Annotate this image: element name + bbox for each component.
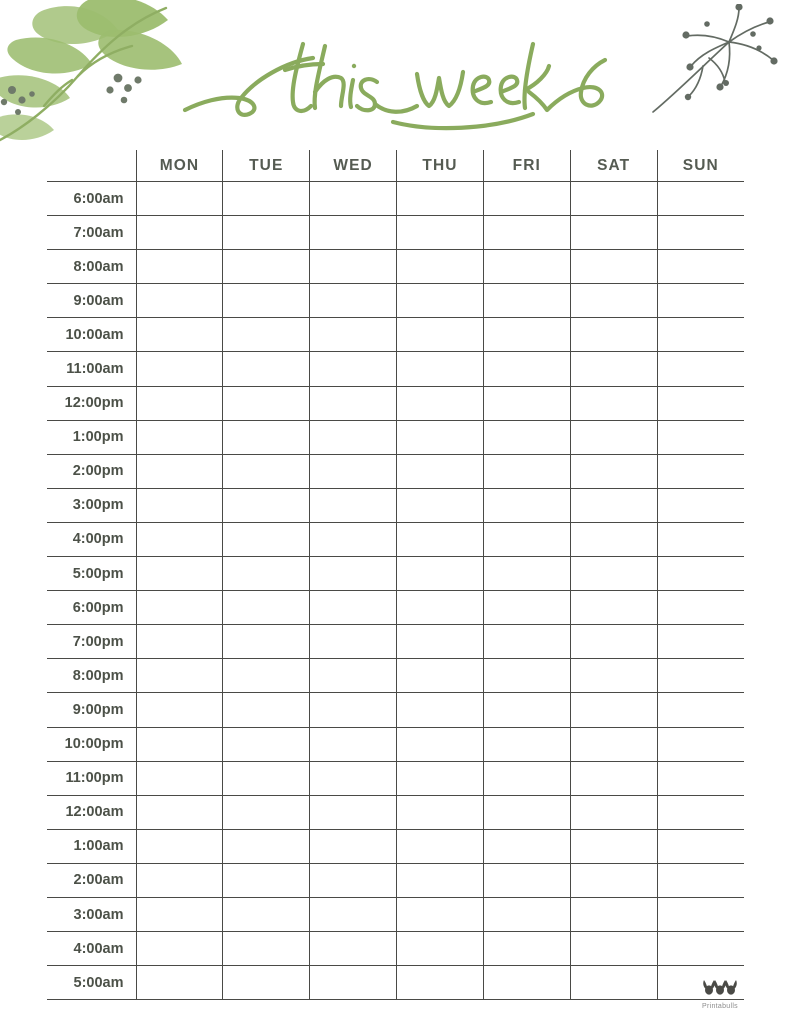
schedule-slot[interactable] — [136, 795, 223, 829]
schedule-slot[interactable] — [136, 761, 223, 795]
time-label: 8:00pm — [47, 659, 136, 693]
schedule-slot[interactable] — [310, 591, 397, 625]
schedule-slot[interactable] — [483, 897, 570, 931]
time-label: 11:00am — [47, 352, 136, 386]
schedule-slot[interactable] — [657, 795, 744, 829]
schedule-slot[interactable] — [223, 522, 310, 556]
time-label: 1:00pm — [47, 420, 136, 454]
time-label: 9:00am — [47, 284, 136, 318]
schedule-slot[interactable] — [657, 182, 744, 216]
schedule-slot[interactable] — [223, 216, 310, 250]
schedule-slot[interactable] — [483, 522, 570, 556]
schedule-slot[interactable] — [136, 182, 223, 216]
schedule-slot[interactable] — [136, 897, 223, 931]
schedule-slot[interactable] — [570, 625, 657, 659]
schedule-slot[interactable] — [570, 318, 657, 352]
schedule-slot[interactable] — [397, 318, 484, 352]
schedule-slot[interactable] — [397, 625, 484, 659]
schedule-slot[interactable] — [310, 795, 397, 829]
schedule-slot[interactable] — [570, 863, 657, 897]
schedule-slot[interactable] — [657, 625, 744, 659]
schedule-slot[interactable] — [223, 386, 310, 420]
schedule-slot[interactable] — [570, 761, 657, 795]
table-row — [47, 932, 744, 966]
schedule-slot[interactable] — [483, 284, 570, 318]
time-label: 6:00pm — [47, 591, 136, 625]
schedule-slot[interactable] — [136, 625, 223, 659]
time-label: 10:00am — [47, 318, 136, 352]
schedule-slot[interactable] — [223, 693, 310, 727]
schedule-slot[interactable] — [136, 318, 223, 352]
schedule-slot[interactable] — [136, 522, 223, 556]
schedule-slot[interactable] — [657, 591, 744, 625]
schedule-slot[interactable] — [657, 250, 744, 284]
time-label: 4:00am — [47, 932, 136, 966]
schedule-slot[interactable] — [223, 454, 310, 488]
schedule-slot[interactable] — [483, 761, 570, 795]
schedule-slot[interactable] — [136, 932, 223, 966]
schedule-slot[interactable] — [136, 557, 223, 591]
day-header-wed: WED — [310, 150, 397, 182]
schedule-slot[interactable] — [223, 557, 310, 591]
table-header-row — [47, 150, 744, 182]
schedule-slot[interactable] — [310, 863, 397, 897]
schedule-slot[interactable] — [310, 761, 397, 795]
schedule-slot[interactable] — [223, 932, 310, 966]
time-label: 6:00am — [47, 182, 136, 216]
schedule-slot[interactable] — [483, 557, 570, 591]
schedule-slot[interactable] — [570, 795, 657, 829]
time-label: 3:00am — [47, 897, 136, 931]
schedule-slot[interactable] — [397, 829, 484, 863]
schedule-slot[interactable] — [397, 897, 484, 931]
schedule-slot[interactable] — [223, 897, 310, 931]
schedule-slot[interactable] — [397, 216, 484, 250]
schedule-slot[interactable] — [310, 386, 397, 420]
leaf-branch-icon — [0, 0, 207, 154]
schedule-slot[interactable] — [223, 625, 310, 659]
schedule-slot[interactable] — [136, 352, 223, 386]
schedule-slot[interactable] — [136, 659, 223, 693]
schedule-slot[interactable] — [657, 352, 744, 386]
schedule-slot[interactable] — [310, 522, 397, 556]
schedule-slot[interactable] — [657, 216, 744, 250]
schedule-slot[interactable] — [657, 932, 744, 966]
day-header-sat: SAT — [570, 150, 657, 182]
schedule-slot[interactable] — [310, 932, 397, 966]
schedule-slot[interactable] — [136, 386, 223, 420]
table-row — [47, 318, 744, 352]
time-label: 2:00am — [47, 863, 136, 897]
schedule-slot[interactable] — [570, 829, 657, 863]
schedule-slot[interactable] — [397, 795, 484, 829]
schedule-slot[interactable] — [310, 727, 397, 761]
schedule-slot[interactable] — [136, 488, 223, 522]
schedule-slot[interactable] — [136, 454, 223, 488]
time-label: 3:00pm — [47, 488, 136, 522]
schedule-slot[interactable] — [136, 250, 223, 284]
schedule-slot[interactable] — [310, 897, 397, 931]
time-label: 9:00pm — [47, 693, 136, 727]
schedule-slot[interactable] — [310, 250, 397, 284]
schedule-slot[interactable] — [657, 386, 744, 420]
schedule-slot[interactable] — [223, 488, 310, 522]
schedule-slot[interactable] — [483, 420, 570, 454]
schedule-slot[interactable] — [310, 318, 397, 352]
schedule-slot[interactable] — [657, 557, 744, 591]
day-header-sun: SUN — [657, 150, 744, 182]
time-label: 7:00pm — [47, 625, 136, 659]
schedule-slot[interactable] — [570, 693, 657, 727]
schedule-slot[interactable] — [310, 829, 397, 863]
schedule-slot[interactable] — [136, 591, 223, 625]
schedule-slot[interactable] — [657, 318, 744, 352]
table-row — [47, 795, 744, 829]
schedule-slot[interactable] — [223, 863, 310, 897]
schedule-slot[interactable] — [223, 966, 310, 1000]
time-label: 11:00pm — [47, 761, 136, 795]
schedule-slot[interactable] — [483, 625, 570, 659]
schedule-slot[interactable] — [657, 863, 744, 897]
schedule-slot[interactable] — [570, 966, 657, 1000]
schedule-slot[interactable] — [483, 863, 570, 897]
schedule-slot[interactable] — [657, 420, 744, 454]
schedule-slot[interactable] — [483, 932, 570, 966]
table-row — [47, 284, 744, 318]
schedule-slot[interactable] — [136, 693, 223, 727]
table-row — [47, 625, 744, 659]
schedule-slot[interactable] — [223, 795, 310, 829]
schedule-slot[interactable] — [657, 966, 744, 1000]
schedule-slot[interactable] — [657, 488, 744, 522]
time-label: 12:00pm — [47, 386, 136, 420]
table-row — [47, 454, 744, 488]
schedule-slot[interactable] — [397, 557, 484, 591]
schedule-slot[interactable] — [483, 591, 570, 625]
schedule-slot[interactable] — [570, 522, 657, 556]
schedule-slot[interactable] — [223, 591, 310, 625]
schedule-slot[interactable] — [483, 966, 570, 1000]
schedule-slot[interactable] — [223, 318, 310, 352]
schedule-slot[interactable] — [397, 250, 484, 284]
schedule-slot[interactable] — [657, 659, 744, 693]
schedule-slot[interactable] — [483, 216, 570, 250]
schedule-slot[interactable] — [570, 386, 657, 420]
schedule-slot[interactable] — [397, 659, 484, 693]
schedule-slot[interactable] — [310, 420, 397, 454]
time-label: 7:00am — [47, 216, 136, 250]
seed-sprig-icon — [643, 4, 783, 119]
schedule-slot[interactable] — [397, 488, 484, 522]
table-row — [47, 386, 744, 420]
footer-brand-text: Printabulls — [702, 1003, 738, 1010]
table-row — [47, 693, 744, 727]
table-row — [47, 829, 744, 863]
schedule-slot[interactable] — [483, 352, 570, 386]
schedule-slot[interactable] — [570, 420, 657, 454]
time-label: 1:00am — [47, 829, 136, 863]
schedule-slot[interactable] — [483, 727, 570, 761]
table-row — [47, 522, 744, 556]
schedule-slot[interactable] — [397, 284, 484, 318]
table-row — [47, 727, 744, 761]
schedule-slot[interactable] — [397, 522, 484, 556]
schedule-slot[interactable] — [310, 352, 397, 386]
schedule-slot[interactable] — [397, 966, 484, 1000]
day-header-fri: FRI — [483, 150, 570, 182]
table-row — [47, 182, 744, 216]
weekly-planner-table — [47, 150, 744, 1000]
schedule-slot[interactable] — [136, 727, 223, 761]
schedule-slot[interactable] — [136, 216, 223, 250]
schedule-slot[interactable] — [310, 454, 397, 488]
schedule-slot[interactable] — [223, 829, 310, 863]
schedule-slot[interactable] — [483, 250, 570, 284]
schedule-slot[interactable] — [310, 659, 397, 693]
schedule-slot[interactable] — [310, 625, 397, 659]
day-header-thu: THU — [397, 150, 484, 182]
schedule-slot[interactable] — [570, 284, 657, 318]
time-label: 5:00am — [47, 966, 136, 1000]
schedule-slot[interactable] — [657, 761, 744, 795]
schedule-slot[interactable] — [223, 352, 310, 386]
table-row — [47, 761, 744, 795]
table-row — [47, 591, 744, 625]
schedule-slot[interactable] — [136, 284, 223, 318]
schedule-slot[interactable] — [483, 659, 570, 693]
schedule-slot[interactable] — [223, 659, 310, 693]
schedule-slot[interactable] — [570, 591, 657, 625]
time-label: 10:00pm — [47, 727, 136, 761]
time-label: 4:00pm — [47, 522, 136, 556]
schedule-slot[interactable] — [223, 761, 310, 795]
schedule-slot[interactable] — [657, 829, 744, 863]
schedule-slot[interactable] — [223, 250, 310, 284]
schedule-slot[interactable] — [223, 420, 310, 454]
schedule-slot[interactable] — [483, 182, 570, 216]
table-row — [47, 250, 744, 284]
time-label: 2:00pm — [47, 454, 136, 488]
schedule-slot[interactable] — [223, 727, 310, 761]
schedule-slot[interactable] — [397, 352, 484, 386]
corner-cell — [47, 150, 136, 182]
schedule-slot[interactable] — [657, 454, 744, 488]
schedule-slot[interactable] — [397, 761, 484, 795]
schedule-slot[interactable] — [397, 932, 484, 966]
schedule-slot[interactable] — [310, 488, 397, 522]
table-row — [47, 966, 744, 1000]
schedule-slot[interactable] — [136, 420, 223, 454]
schedule-slot[interactable] — [570, 250, 657, 284]
schedule-slot[interactable] — [310, 284, 397, 318]
table-row — [47, 488, 744, 522]
schedule-slot[interactable] — [136, 966, 223, 1000]
schedule-slot[interactable] — [657, 897, 744, 931]
schedule-slot[interactable] — [657, 693, 744, 727]
schedule-slot[interactable] — [397, 386, 484, 420]
schedule-slot[interactable] — [397, 182, 484, 216]
schedule-slot[interactable] — [397, 420, 484, 454]
schedule-slot[interactable] — [570, 454, 657, 488]
schedule-slot[interactable] — [397, 454, 484, 488]
schedule-slot[interactable] — [310, 182, 397, 216]
schedule-slot[interactable] — [483, 386, 570, 420]
schedule-slot[interactable] — [570, 352, 657, 386]
schedule-slot[interactable] — [657, 522, 744, 556]
schedule-slot[interactable] — [570, 216, 657, 250]
table-row — [47, 352, 744, 386]
time-label: 12:00am — [47, 795, 136, 829]
schedule-slot[interactable] — [483, 829, 570, 863]
table-row — [47, 557, 744, 591]
schedule-slot[interactable] — [570, 659, 657, 693]
schedule-slot[interactable] — [483, 693, 570, 727]
schedule-slot[interactable] — [657, 284, 744, 318]
schedule-slot[interactable] — [223, 284, 310, 318]
schedule-slot[interactable] — [310, 693, 397, 727]
table-row — [47, 420, 744, 454]
schedule-slot[interactable] — [570, 182, 657, 216]
page-title — [0, 18, 791, 136]
table-row — [47, 897, 744, 931]
schedule-slot[interactable] — [310, 966, 397, 1000]
schedule-slot[interactable] — [397, 591, 484, 625]
schedule-slot[interactable] — [657, 727, 744, 761]
schedule-slot[interactable] — [223, 182, 310, 216]
schedule-slot[interactable] — [310, 216, 397, 250]
schedule-slot[interactable] — [397, 727, 484, 761]
schedule-slot[interactable] — [136, 829, 223, 863]
table-row — [47, 863, 744, 897]
day-header-tue: TUE — [223, 150, 310, 182]
time-label: 5:00pm — [47, 557, 136, 591]
schedule-slot[interactable] — [483, 454, 570, 488]
schedule-slot[interactable] — [570, 488, 657, 522]
schedule-slot[interactable] — [310, 557, 397, 591]
table-row — [47, 216, 744, 250]
schedule-slot[interactable] — [397, 693, 484, 727]
schedule-slot[interactable] — [483, 318, 570, 352]
schedule-slot[interactable] — [483, 488, 570, 522]
time-label: 8:00am — [47, 250, 136, 284]
schedule-slot[interactable] — [570, 932, 657, 966]
schedule-slot[interactable] — [397, 863, 484, 897]
table-row — [47, 659, 744, 693]
schedule-slot[interactable] — [570, 897, 657, 931]
schedule-slot[interactable] — [136, 863, 223, 897]
schedule-slot[interactable] — [483, 795, 570, 829]
day-header-mon: MON — [136, 150, 223, 182]
schedule-slot[interactable] — [570, 557, 657, 591]
schedule-slot[interactable] — [570, 727, 657, 761]
